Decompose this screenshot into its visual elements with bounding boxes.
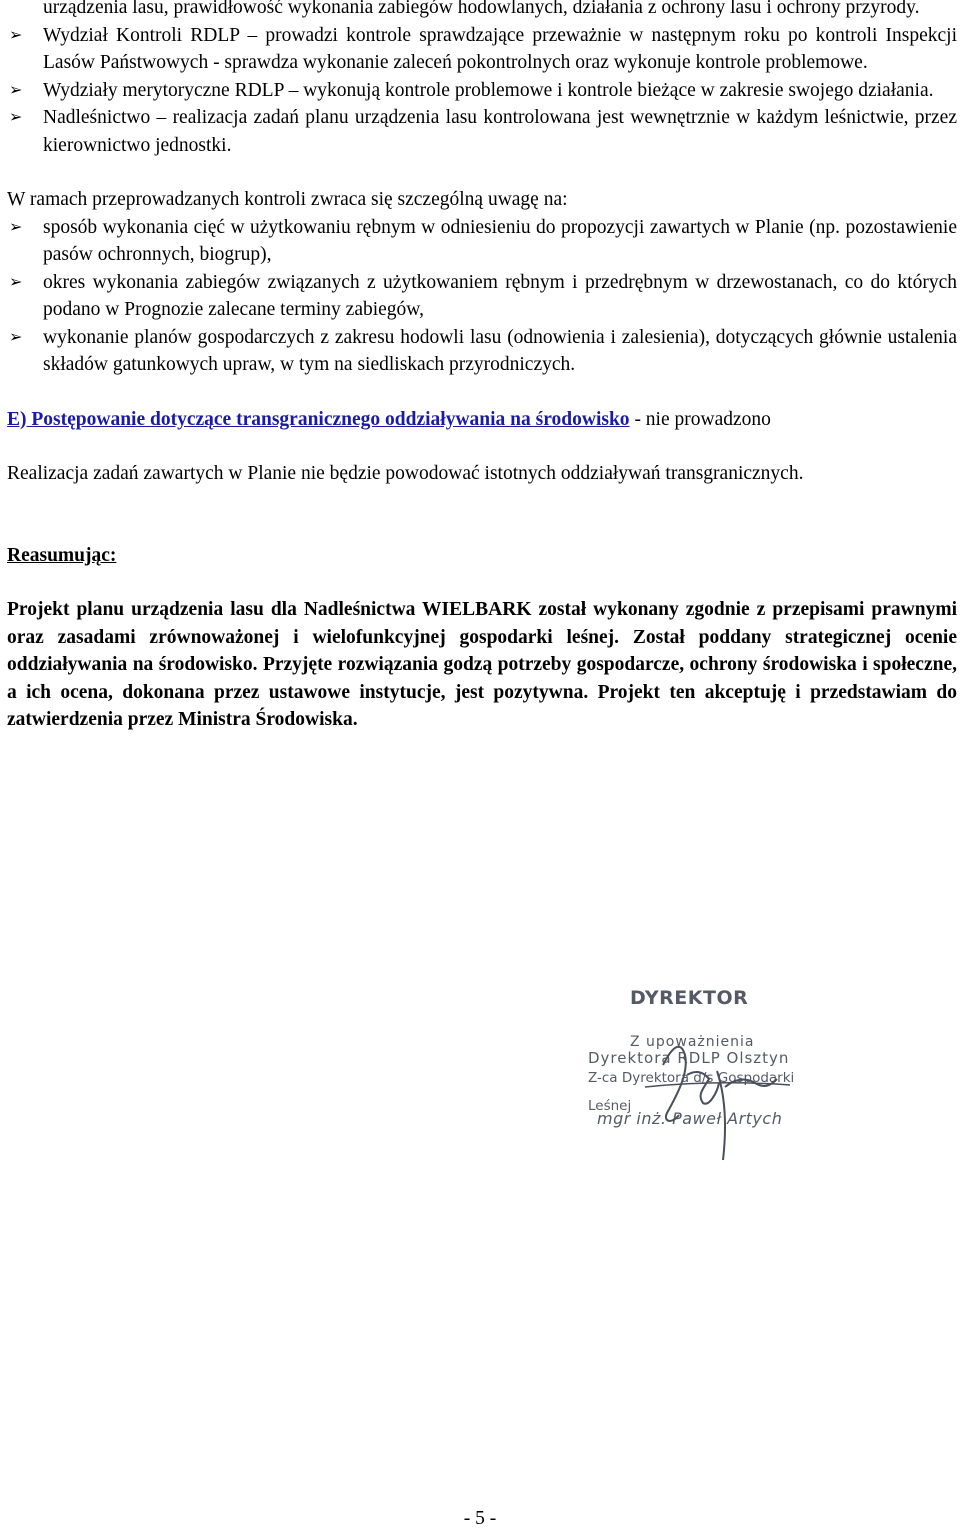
intro-paragraph: urządzenia lasu, prawidłowość wykonania zabiegów hodowlanych, działania z ochrony lasu i ochrony przyrody. xyxy=(43,0,920,18)
stamp-line-authorization: Z upoważnienia xyxy=(630,1034,755,1050)
summary-body: Projekt planu urządzenia lasu dla Nadleśnictwa WIELBARK został wykonany zgodnie z przepisami prawnymi oraz zasadami zrównoważonej i wielofunkcyjnej gospodarki leśnej. Został poddany strategicznej ocenie oddziaływania na środowisko. Przyjęte rozwiązania godzą potrzeby gospodarcze, ochrony środowiska i społeczne, a ich ocena, dokonana przez ustawowe instytucje, jest pozytywna. Projekt ten akceptuję i przedstawiam do zatwierdzenia przez Ministra Środowiska. xyxy=(7,599,957,730)
control-bodies-list xyxy=(7,22,957,160)
summary-heading-line xyxy=(7,542,957,570)
list-item: ➢ Nadleśnictwo – realizacja zadań planu urządzenia lasu kontrolowana jest wewnętrznie w każdym leśnictwie, przez kierownictwo jednostki. xyxy=(7,104,957,159)
list-item: ➢ okres wykonania zabiegów związanych z użytkowaniem rębnym i przedrębnym w drzewostanach, co do których podano w Prognozie zalecane terminy zabiegów, xyxy=(7,269,957,324)
arrowhead-bullet-icon: ➢ xyxy=(9,81,23,99)
summary-heading: Reasumując: xyxy=(7,544,117,566)
document-page xyxy=(7,0,957,734)
handwritten-signature xyxy=(585,975,835,1170)
stamp-line-director: Dyrektora RDLP Olsztyn xyxy=(588,1049,790,1067)
arrowhead-bullet-icon: ➢ xyxy=(9,26,23,44)
arrowhead-bullet-icon: ➢ xyxy=(9,218,23,236)
attention-list xyxy=(7,214,957,379)
list-item: ➢ Wydziały merytoryczne RDLP – wykonują kontrole problemowe i kontrole bieżące w zakresie swojego działania. xyxy=(7,77,957,105)
director-stamp xyxy=(585,975,835,1170)
stamp-line-deputy: Z-ca Dyrektora d/s Gospodarki Leśnej xyxy=(588,1070,795,1114)
section-e-status: - nie prowadzono xyxy=(629,408,771,430)
arrowhead-bullet-icon: ➢ xyxy=(9,273,23,291)
arrowhead-bullet-icon: ➢ xyxy=(9,328,23,346)
page-number: - 5 - xyxy=(463,1508,497,1529)
stamp-title: DYREKTOR xyxy=(630,987,749,1009)
arrowhead-bullet-icon: ➢ xyxy=(9,109,23,126)
attention-intro: W ramach przeprowadzanych kontroli zwraca się szczególną uwagę na: xyxy=(7,189,568,210)
section-e-heading: E) Postępowanie dotyczące transgranicznego oddziaływania na środowisko xyxy=(7,408,630,430)
stamp-name: mgr inż. Paweł Artych xyxy=(597,1109,783,1128)
list-item: ➢ wykonanie planów gospodarczych z zakresu hodowli lasu (odnowienia i zalesienia), dotyczących głównie ustalenia składów gatunkowych upraw, w tym na siedliskach przyrodniczych. xyxy=(7,324,957,379)
section-e-heading-line xyxy=(7,406,957,434)
section-e-body: Realizacja zadań zawartych w Planie nie będzie powodować istotnych oddziaływań transgranicznych. xyxy=(7,463,804,484)
list-item: ➢ Wydział Kontroli RDLP – prowadzi kontrole sprawdzające przeważnie w następnym roku po kontroli Inspekcji Lasów Państwowych - sprawdza wykonanie zaleceń pokontrolnych oraz wykonuje kontrole problemowe. xyxy=(7,22,957,77)
list-item: ➢ sposób wykonania cięć w użytkowaniu rębnym w odniesieniu do propozycji zawartych w Planie (np. pozostawienie pasów ochronnych, biogrup), xyxy=(7,214,957,269)
